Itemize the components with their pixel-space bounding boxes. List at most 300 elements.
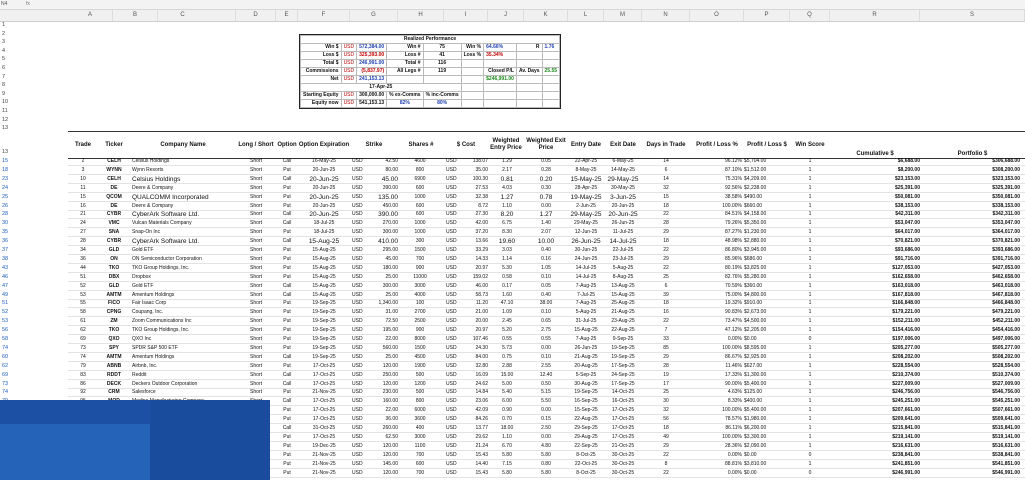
row-header[interactable]: 60 [2,353,9,360]
cell-profit-loss-pct: 90.83% [725,309,742,316]
cell-strike-currency: USD [352,193,363,200]
table-row[interactable] [68,220,1025,228]
header-trade[interactable]: Trade [74,141,91,148]
table-row[interactable] [68,283,1025,291]
table-row[interactable] [68,256,1025,264]
column-header-h[interactable]: H [398,10,444,21]
table-row[interactable] [68,176,1025,184]
column-header-g[interactable]: G [350,10,398,21]
column-header-m[interactable]: M [604,10,642,21]
row-header[interactable]: 9 [2,90,6,97]
cell-cumulative: $166,848.00 [892,300,920,307]
row-header[interactable]: 69 [2,371,9,378]
cell-win-score: 1 [808,238,812,245]
row-header[interactable]: 74 [2,389,9,396]
row-header[interactable]: 5 [2,56,6,63]
row-header[interactable]: 53 [2,318,9,325]
cell-profit-loss-pct: 100.00% [722,433,742,440]
header-portfolio[interactable]: Portfolio $ [957,151,988,157]
cell-strike-currency: USD [352,238,363,245]
cell-option-type: Call [282,425,292,431]
cell-shares: 1100 [414,442,426,449]
cell-exit-date: 3-Jun-25 [610,193,636,201]
cell-long-short: Short [250,255,262,262]
column-header-p[interactable]: P [744,10,790,21]
table-row[interactable] [68,389,1025,397]
cell-cumulative: $8,200.00 [897,166,920,173]
win-pct-label: Win % [461,44,484,52]
row-header[interactable]: 37 [2,247,9,253]
row-header[interactable]: 46 [2,273,9,280]
row-header[interactable]: 4 [2,47,6,54]
cell-long-short: Short [250,166,262,173]
cell-profit-loss-pct: 87.27% [725,229,742,236]
cell-shares: 1000 [414,193,426,200]
cell-exit-price: 0.00 [541,202,551,209]
cell-trade-number: 52 [80,282,86,289]
cell-strike-currency: USD [352,344,363,351]
table-row[interactable] [68,203,1025,211]
loss-count-label: Loss # [387,52,423,60]
cell-days-in-trade: 30 [663,398,669,405]
cell-strike: 230.00 [382,389,398,396]
inc-comms-value: 80% [423,100,461,108]
cell-days-in-trade: 6 [664,166,668,173]
table-row[interactable] [68,158,1025,166]
table-row[interactable] [68,185,1025,193]
header-exit-date[interactable]: Exit Date [610,141,636,148]
cell-option-type: Call [282,353,292,360]
cell-option-expiration: 20-Jun-25 [309,211,339,219]
row-header[interactable]: 11 [2,108,8,114]
cell-exit-date: 19-Sep-25 [611,353,635,360]
cell-cumulative: $219,141.00 [892,433,920,440]
table-row[interactable] [68,194,1025,202]
header-cost[interactable]: $ Cost [456,141,476,148]
table-row[interactable] [68,309,1025,317]
cell-option-expiration: 20-Jun-25 [312,184,336,191]
cell-strike-currency: USD [352,469,363,476]
cell-trade-number: 11 [80,184,86,191]
row-header[interactable]: 13 [2,149,9,155]
cell-cost: 13.66 [475,238,488,245]
cell-long-short: Short [250,362,262,369]
cell-shares: 900 [415,327,425,334]
cell-ticker: CYBR [106,238,122,245]
row-header[interactable]: 58 [2,336,9,342]
cell-ticker: QXO [108,336,120,342]
loss-value: 325,393.00 [357,52,387,60]
row-header[interactable]: 8 [2,82,6,89]
cell-ticker: AMTM [106,353,122,360]
table-row[interactable] [68,265,1025,273]
cell-exit-date: 17-Sep-25 [611,380,635,387]
cell-strike-currency: USD [352,158,363,164]
cell-days-in-trade: 28 [663,220,669,227]
cell-long-short: Short [250,318,262,325]
row-header[interactable]: 15 [2,158,9,164]
table-row[interactable] [68,229,1025,237]
cell-exit-price: 2.50 [541,425,551,431]
cell-cost: 138.07 [472,158,488,164]
header-option-expiration[interactable]: Option Expiration [298,141,350,148]
cell-cumulative: $167,818.00 [892,291,920,298]
cell-cost: 35.00 [475,166,488,173]
loss-count: 41 [423,52,461,60]
cell-cumulative: $197,006.00 [892,336,920,342]
row-header[interactable]: 51 [2,300,9,307]
header-long-short[interactable]: Long / Short [238,141,274,148]
row-header[interactable]: 12 [2,116,9,123]
net-cur: USD [341,76,357,84]
cell-cumulative: $152,211.00 [892,318,920,325]
cell-shares: 600 [415,460,425,467]
cell-long-short: Short [250,229,262,236]
header-strike[interactable]: Strike [365,141,383,148]
column-header-b[interactable]: B [113,10,158,21]
cell-profit-loss-pct: 75.00% [725,291,742,298]
cell-exit-date: 30-Oct-25 [611,451,635,458]
cell-days-in-trade: 32 [663,184,669,191]
starting-equity-cur: USD [341,92,357,100]
cell-strike: 120.00 [382,380,398,387]
cell-portfolio: $306,688.00 [992,158,1020,164]
cell-option-type: Put [283,344,291,351]
table-row[interactable] [68,318,1025,326]
cell-profit-loss-usd: $360.00 [744,282,763,289]
cell-trade-number: 2 [81,158,85,164]
cell-cumulative: $50,081.00 [894,193,920,200]
cell-ticker: CELH [107,158,121,164]
cell-portfolio: $546,756.00 [992,389,1020,396]
column-header-r[interactable]: R [830,10,920,21]
cell-exit-price: 0.10 [541,273,551,280]
cell-shares: 8000 [414,336,426,342]
cell-cost-currency: USD [446,353,457,360]
column-header-s[interactable]: S [920,10,1025,21]
cell-cost-currency: USD [446,344,457,351]
row-header[interactable]: 13 [2,125,9,132]
cell-option-type: Put [283,416,291,423]
row-header[interactable]: 2 [2,30,6,37]
cell-portfolio: $391,716.00 [992,255,1020,262]
column-header-l[interactable]: L [568,10,604,21]
row-header[interactable]: 26 [2,202,9,209]
cell-option-type: Put [283,184,291,191]
cell-exit-price: 10.00 [537,238,555,246]
header-option[interactable]: Option [277,141,297,148]
table-row[interactable] [68,372,1025,380]
cell-win-score: 1 [808,193,812,200]
cell-cumulative: $154,416.00 [892,327,920,334]
cell-exit-price: 5.50 [541,398,551,405]
column-header-c[interactable]: C [130,10,236,21]
table-row[interactable] [68,167,1025,175]
cell-exit-date: 11-Jul-25 [612,229,634,236]
table-row[interactable] [68,381,1025,389]
cell-cost-currency: USD [446,193,457,200]
row-header[interactable]: 49 [2,291,9,298]
cell-profit-loss-pct: 80.19% [725,264,742,271]
loss-cur: USD [341,52,357,60]
cell-cost-currency: USD [446,211,457,218]
table-row[interactable] [68,211,1025,219]
win-pct: 64.66% [484,44,517,52]
cell-long-short: Short [250,202,262,209]
cell-strike: 120.00 [382,469,398,476]
cell-win-score: 1 [808,264,812,271]
cell-shares: 3000 [414,282,426,289]
cell-days-in-trade: 16 [663,309,669,316]
cell-cost-currency: USD [446,469,457,476]
cell-strike: 295.00 [382,247,398,253]
cell-profit-loss-pct: 47.12% [725,327,742,334]
cell-exit-price: 0.30 [541,184,551,191]
cell-strike-currency: USD [352,442,363,449]
cell-long-short: Short [250,353,262,360]
cell-portfolio: $541,851.00 [992,460,1020,467]
row-header[interactable]: 25 [2,193,9,200]
cell-strike-currency: USD [352,255,363,262]
name-box[interactable]: N4 [1,1,8,7]
cell-exit-price: 0.05 [541,282,551,289]
cell-shares: 1200 [414,380,426,387]
cell-days-in-trade: 22 [663,211,669,218]
cell-strike-currency: USD [352,425,363,431]
column-header-d[interactable]: D [236,10,276,21]
cell-portfolio: $393,686.00 [992,247,1020,253]
row-header[interactable]: 30 [2,220,9,227]
row-header[interactable]: 38 [2,255,9,262]
header-weighted-entry-price[interactable]: Weighted Entry Price [490,138,522,151]
cell-entry-price: 3.03 [502,247,512,253]
starting-equity-label: Starting Equity [301,92,342,100]
column-header-k[interactable]: K [524,10,568,21]
cell-profit-loss-pct: 88.81% [725,460,742,467]
header-cumulative[interactable]: Cumulative $ [856,151,894,157]
row-header[interactable]: 35 [2,229,9,236]
cell-cost-currency: USD [446,229,457,236]
table-row[interactable] [68,354,1025,362]
row-header[interactable]: 23 [2,175,9,182]
cell-win-score: 1 [808,184,812,191]
row-header[interactable]: 18 [2,166,9,173]
table-row[interactable] [68,300,1025,308]
header-shares[interactable]: Shares # [408,141,434,148]
cell-option-type: Put [283,433,291,440]
cell-cost-currency: USD [446,389,457,396]
cell-long-short: Short [250,238,262,245]
cell-profit-loss-pct: 48.98% [725,238,742,245]
cell-long-short: Short [250,247,262,253]
table-row[interactable] [68,336,1025,344]
cell-profit-loss-pct: 8.33% [727,398,742,405]
cell-exit-date: 17-Oct-25 [611,433,635,440]
cell-ticker: DBX [108,273,120,280]
column-header-o[interactable]: O [690,10,744,21]
cell-ticker: VMC [108,220,120,227]
column-header-q[interactable]: Q [790,10,830,21]
cell-strike: 145.00 [382,460,398,467]
cell-cost: 159.02 [472,273,488,280]
cell-exit-date: 17-Oct-25 [611,416,635,423]
row-header[interactable]: 47 [2,282,9,289]
row-header[interactable]: 52 [2,309,9,316]
column-header-j[interactable]: J [488,10,524,21]
total-value: 246,991.00 [357,60,387,68]
win-count-label: Win # [387,44,423,52]
row-header[interactable]: 56 [2,327,9,334]
cell-entry-price: 0.17 [502,282,512,289]
cell-profit-loss-pct: 96.12% [725,158,742,164]
cell-strike-currency: USD [352,175,363,182]
cell-entry-date: 8-Oct-25 [576,451,596,458]
cell-ticker: TKO [108,327,120,334]
cell-option-expiration: 17-Oct-25 [312,416,336,423]
cell-strike: 250.00 [382,371,398,378]
column-header-f[interactable]: F [298,10,350,21]
cell-cost-currency: USD [446,327,457,334]
row-header[interactable]: 3 [2,39,6,46]
cell-ticker: GLD [108,247,120,253]
cell-company-name: Celsius Holdings [132,175,181,183]
cell-ticker: ABNB [106,362,122,369]
row-header[interactable]: 43 [2,264,9,271]
header-win-score[interactable]: Win Score [795,141,825,148]
cell-option-type: Call [282,371,292,378]
row-header[interactable]: 36 [2,238,9,245]
table-row[interactable] [68,345,1025,353]
row-header[interactable]: 73 [2,380,9,387]
cell-strike-currency: USD [352,273,363,280]
cell-option-expiration: 15-Aug-25 [312,273,336,280]
cell-days-in-trade: 8 [664,460,668,467]
starting-equity-value: 300,000.00 [357,92,387,100]
cell-strike-currency: USD [352,166,363,173]
header-days-in-trade[interactable]: Days in Trade [646,141,686,148]
cell-strike: 22.00 [385,336,398,342]
cell-entry-date: 5-Sep-25 [575,371,597,378]
cell-profit-loss-pct: 79.26% [725,220,742,227]
cell-ticker: SNA [108,229,120,236]
table-row[interactable] [68,363,1025,371]
cell-exit-price: 0.50 [541,380,551,387]
formula-bar [0,0,1025,10]
cell-win-score: 1 [808,389,812,396]
cell-entry-date: 7-Aug-25 [575,300,597,307]
cell-strike-currency: USD [352,282,363,289]
table-row[interactable] [68,274,1025,282]
cell-entry-date: 22-Aug-25 [574,416,598,423]
cell-option-expiration: 19-Sep-25 [312,300,336,307]
header-entry-date[interactable]: Entry Date [570,141,601,148]
cell-days-in-trade: 22 [663,264,669,271]
equity-now-cur: USD [341,100,357,108]
table-row[interactable] [68,238,1025,246]
column-header-n[interactable]: N [642,10,690,21]
cell-option-expiration: 31-Oct-25 [312,425,336,431]
header-profit-loss-pct[interactable]: Profit / Loss % [696,141,738,148]
cell-option-expiration: 15-Aug-25 [312,255,336,262]
cell-entry-price: 19.60 [498,238,516,246]
cell-entry-price: 1.29 [502,158,512,164]
cell-profit-loss-usd: $4,209.00 [744,175,767,182]
cell-days-in-trade: 22 [663,451,669,458]
row-header[interactable]: 1 [2,22,6,28]
cell-strike-currency: USD [352,336,363,342]
column-header-a[interactable]: A [68,10,113,21]
cell-shares: 11000 [413,273,427,280]
cell-exit-date: 13-Aug-25 [611,282,635,289]
cell-trade-number: 74 [80,353,86,360]
cell-company-name: Reddit [132,371,147,378]
cell-portfolio: $308,200.00 [992,166,1020,173]
cell-strike: 135.00 [378,193,398,201]
cell-win-score: 1 [808,353,812,360]
row-header[interactable]: 10 [2,99,9,106]
header-profit-loss-usd[interactable]: Profit / Loss $ [747,141,787,148]
row-header[interactable]: 6 [2,65,6,71]
cell-cost-currency: USD [446,398,457,405]
cell-option-expiration: 21-Nov-25 [312,389,336,396]
cell-shares: 500 [415,371,425,378]
column-header-e[interactable]: E [276,10,298,21]
cell-cost: 15.43 [475,469,488,476]
cell-strike: 390.00 [378,211,398,219]
cell-cumulative: $91,716.00 [894,255,920,262]
row-header[interactable]: 7 [2,73,6,80]
cell-strike: 42.50 [385,158,398,164]
cell-option-type: Call [282,282,292,289]
cell-exit-price: 1.27 [539,211,553,219]
cell-strike: 260.00 [382,425,398,431]
cell-win-score: 1 [808,300,812,307]
cell-days-in-trade: 22 [663,318,669,325]
cell-entry-date: 28-Apr-25 [574,184,598,191]
cell-profit-loss-usd: $8,595.00 [744,344,767,351]
header-company-name[interactable]: Company Name [160,141,206,148]
cell-company-name: TKO Group Holdings, Inc. [132,327,190,334]
header-weighted-exit-price[interactable]: Weighted Exit Price [526,138,566,151]
cell-exit-price: 0.00 [541,407,551,414]
header-ticker[interactable]: Ticker [105,141,123,148]
cell-portfolio: $510,374.00 [992,371,1020,378]
cell-strike: 36.00 [385,416,398,423]
cell-portfolio: $467,818.00 [992,291,1020,298]
table-row[interactable] [68,292,1025,300]
cell-win-score: 1 [808,442,812,449]
all-legs-count: 119 [423,68,461,76]
cell-entry-date: 15-May-25 [570,175,602,183]
row-header[interactable]: 62 [2,362,9,369]
closed-pl-label: Closed P/L [484,68,517,76]
cell-cost: 84.00 [475,353,488,360]
row-header[interactable]: 24 [2,184,9,191]
table-row[interactable] [68,327,1025,335]
cell-cost-currency: USD [446,282,457,289]
row-header[interactable]: 28 [2,211,9,218]
row-header[interactable]: 74 [2,344,9,351]
cell-exit-price: 2.75 [541,327,551,334]
cell-option-type: Call [282,291,292,298]
cell-portfolio: $364,017.00 [992,229,1020,236]
cell-trade-number: 51 [80,273,86,280]
column-header-i[interactable]: I [444,10,488,21]
cell-days-in-trade: 29 [663,255,669,262]
table-row[interactable] [68,247,1025,255]
cell-profit-loss-usd: $3,945.00 [744,247,767,253]
cell-profit-loss-pct: 19.32% [725,300,742,307]
